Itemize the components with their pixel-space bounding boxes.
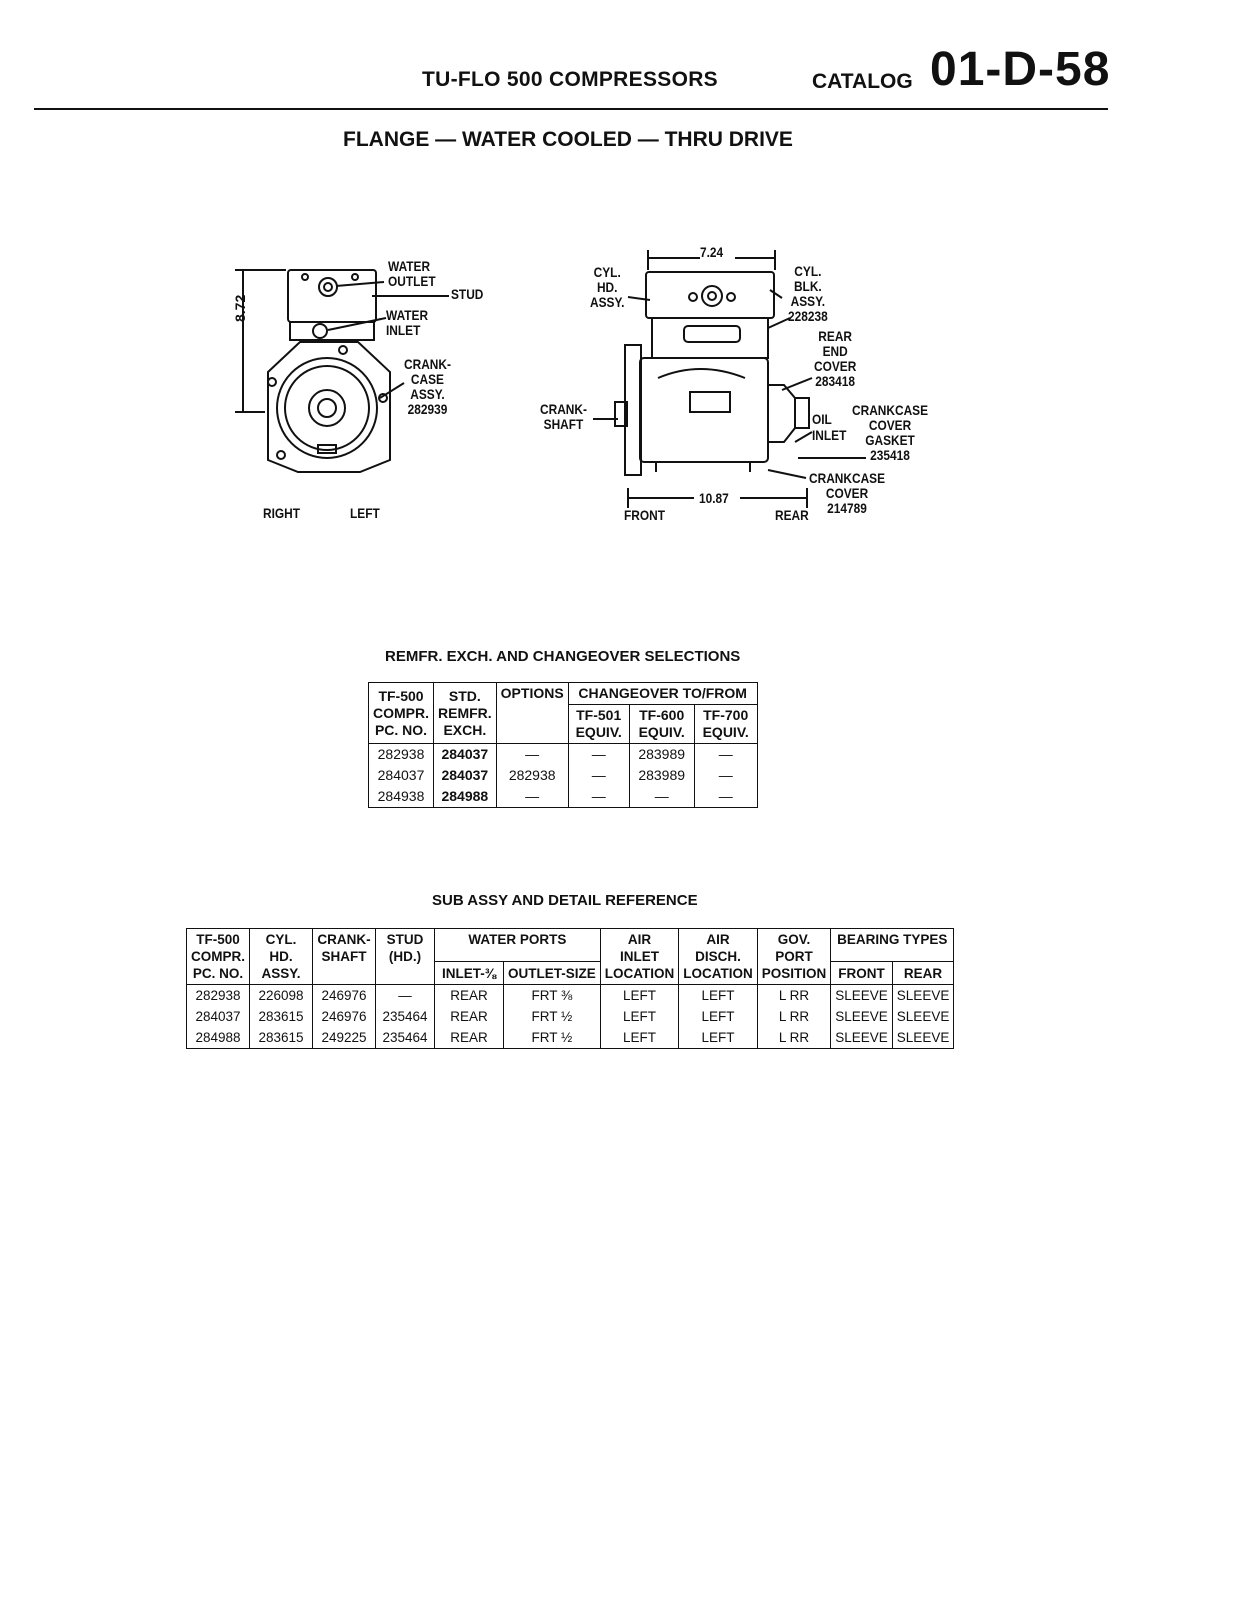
cell: LEFT [679,1027,758,1049]
cell: 283615 [250,1027,313,1049]
catalog-label: CATALOG [812,70,913,93]
table2-caption: SUB ASSY AND DETAIL REFERENCE [432,892,698,909]
side-crankcase [640,358,768,462]
table-row [187,985,954,1007]
cyl-hd-assy-label: CYL. HD. ASSY. [590,264,625,310]
col-stud: STUD (HD.) [376,929,435,985]
cell: SLEEVE [831,1027,893,1049]
col-tf600: TF-600 EQUIV. [629,705,694,744]
crankcase-cover-gasket-label: CRANKCASE COVER GASKET 235418 [852,402,929,463]
cell: 284988 [187,1027,250,1049]
water-inlet-label: WATER INLET [386,307,429,338]
col-water-ports: WATER PORTS [435,929,601,962]
cell: LEFT [679,985,758,1007]
cell: 235464 [376,1027,435,1049]
col-options: OPTIONS [496,683,568,744]
cell: 284037 [434,765,497,786]
cell: L RR [757,985,831,1007]
remfr-exch-table [368,682,758,808]
cell: 235464 [376,1006,435,1027]
table-row [369,744,758,766]
left-flange-circle [277,358,377,458]
dim-bottom-label: 10.87 [699,490,729,506]
side-rear-cover [768,385,795,442]
cell: FRT ½ [504,1027,601,1049]
dim-top-label: 7.24 [700,244,724,260]
cell: 284988 [434,786,497,808]
left-cyl-block [290,322,374,340]
cell: 284037 [187,1006,250,1027]
cell: 284037 [369,765,434,786]
catalog-number: 01-D-58 [930,43,1111,96]
cell: — [496,786,568,808]
crankshaft-label: CRANK- SHAFT [540,401,587,432]
table-row [369,765,758,786]
cell: 283989 [629,744,694,766]
right-label: RIGHT [263,505,301,521]
cell: LEFT [600,1006,679,1027]
table-row [187,1006,954,1027]
col-pc-no: TF-500 COMPR. PC. NO. [187,929,250,985]
cell: — [568,786,629,808]
sub-assy-table [186,928,954,1049]
cell: 284037 [434,744,497,766]
dim-height-label: 8.72 [232,294,248,322]
cell: 282938 [496,765,568,786]
cell: 283989 [629,765,694,786]
left-label: LEFT [350,505,380,521]
col-gov-port: GOV. PORT POSITION [757,929,831,985]
oil-inlet-label: OIL INLET [812,411,847,443]
cell: REAR [435,1027,504,1049]
stud-label: STUD [451,286,484,302]
cell: 284938 [369,786,434,808]
cell: FRT ½ [504,1006,601,1027]
cell: REAR [435,985,504,1007]
cell: — [694,744,757,766]
col-changeover: CHANGEOVER TO/FROM [568,683,757,705]
cell: 249225 [313,1027,376,1049]
cyl-blk-assy-label: CYL. BLK. ASSY. 228238 [788,263,828,324]
water-outlet-label: WATER OUTLET [388,258,436,289]
col-tf501: TF-501 EQUIV. [568,705,629,744]
cell: LEFT [600,1027,679,1049]
rear-end-cover-label: REAR END COVER 283418 [814,328,857,389]
cell: 282938 [369,744,434,766]
cell: SLEEVE [831,985,893,1007]
header-title: TU-FLO 500 COMPRESSORS [422,68,718,91]
cell: L RR [757,1006,831,1027]
cell: 246976 [313,985,376,1007]
cell: 283615 [250,1006,313,1027]
cell: 226098 [250,985,313,1007]
rear-label: REAR [775,507,809,523]
cell: 282938 [187,985,250,1007]
col-tf700: TF-700 EQUIV. [694,705,757,744]
cell: — [694,765,757,786]
cell: 246976 [313,1006,376,1027]
cell: L RR [757,1027,831,1049]
cell: SLEEVE [831,1006,893,1027]
col-air-inlet: AIR INLET LOCATION [600,929,679,985]
col-cyl-hd: CYL. HD. ASSY. [250,929,313,985]
cell: SLEEVE [892,985,954,1007]
col-outlet: OUTLET-SIZE [504,962,601,985]
table-row [369,786,758,808]
col-bearing-types: BEARING TYPES [831,929,954,962]
cell: LEFT [679,1006,758,1027]
cell: — [694,786,757,808]
col-std-remfr: STD. REMFR. EXCH. [434,683,497,744]
cell: — [629,786,694,808]
table-row [187,1027,954,1049]
cell: — [376,985,435,1007]
col-rear: REAR [892,962,954,985]
front-label: FRONT [624,507,665,523]
col-inlet: INLET-⅜ [435,962,504,985]
cell: — [496,744,568,766]
cell: SLEEVE [892,1006,954,1027]
cell: REAR [435,1006,504,1027]
cell: SLEEVE [892,1027,954,1049]
col-front: FRONT [831,962,893,985]
page-subtitle: FLANGE — WATER COOLED — THRU DRIVE [343,128,793,151]
crankcase-assy-label: CRANK- CASE ASSY. 282939 [404,356,451,417]
crankcase-cover-label: CRANKCASE COVER 214789 [809,470,886,516]
cell: FRT ⅜ [504,985,601,1007]
cell: — [568,765,629,786]
table1-caption: REMFR. EXCH. AND CHANGEOVER SELECTIONS [385,648,741,665]
cell: LEFT [600,985,679,1007]
side-cyl-head [646,272,774,318]
cell: — [568,744,629,766]
col-crankshaft: CRANK- SHAFT [313,929,376,985]
side-cyl-block [652,318,768,358]
col-pc-no: TF-500 COMPR. PC. NO. [369,683,434,744]
col-air-disch: AIR DISCH. LOCATION [679,929,758,985]
